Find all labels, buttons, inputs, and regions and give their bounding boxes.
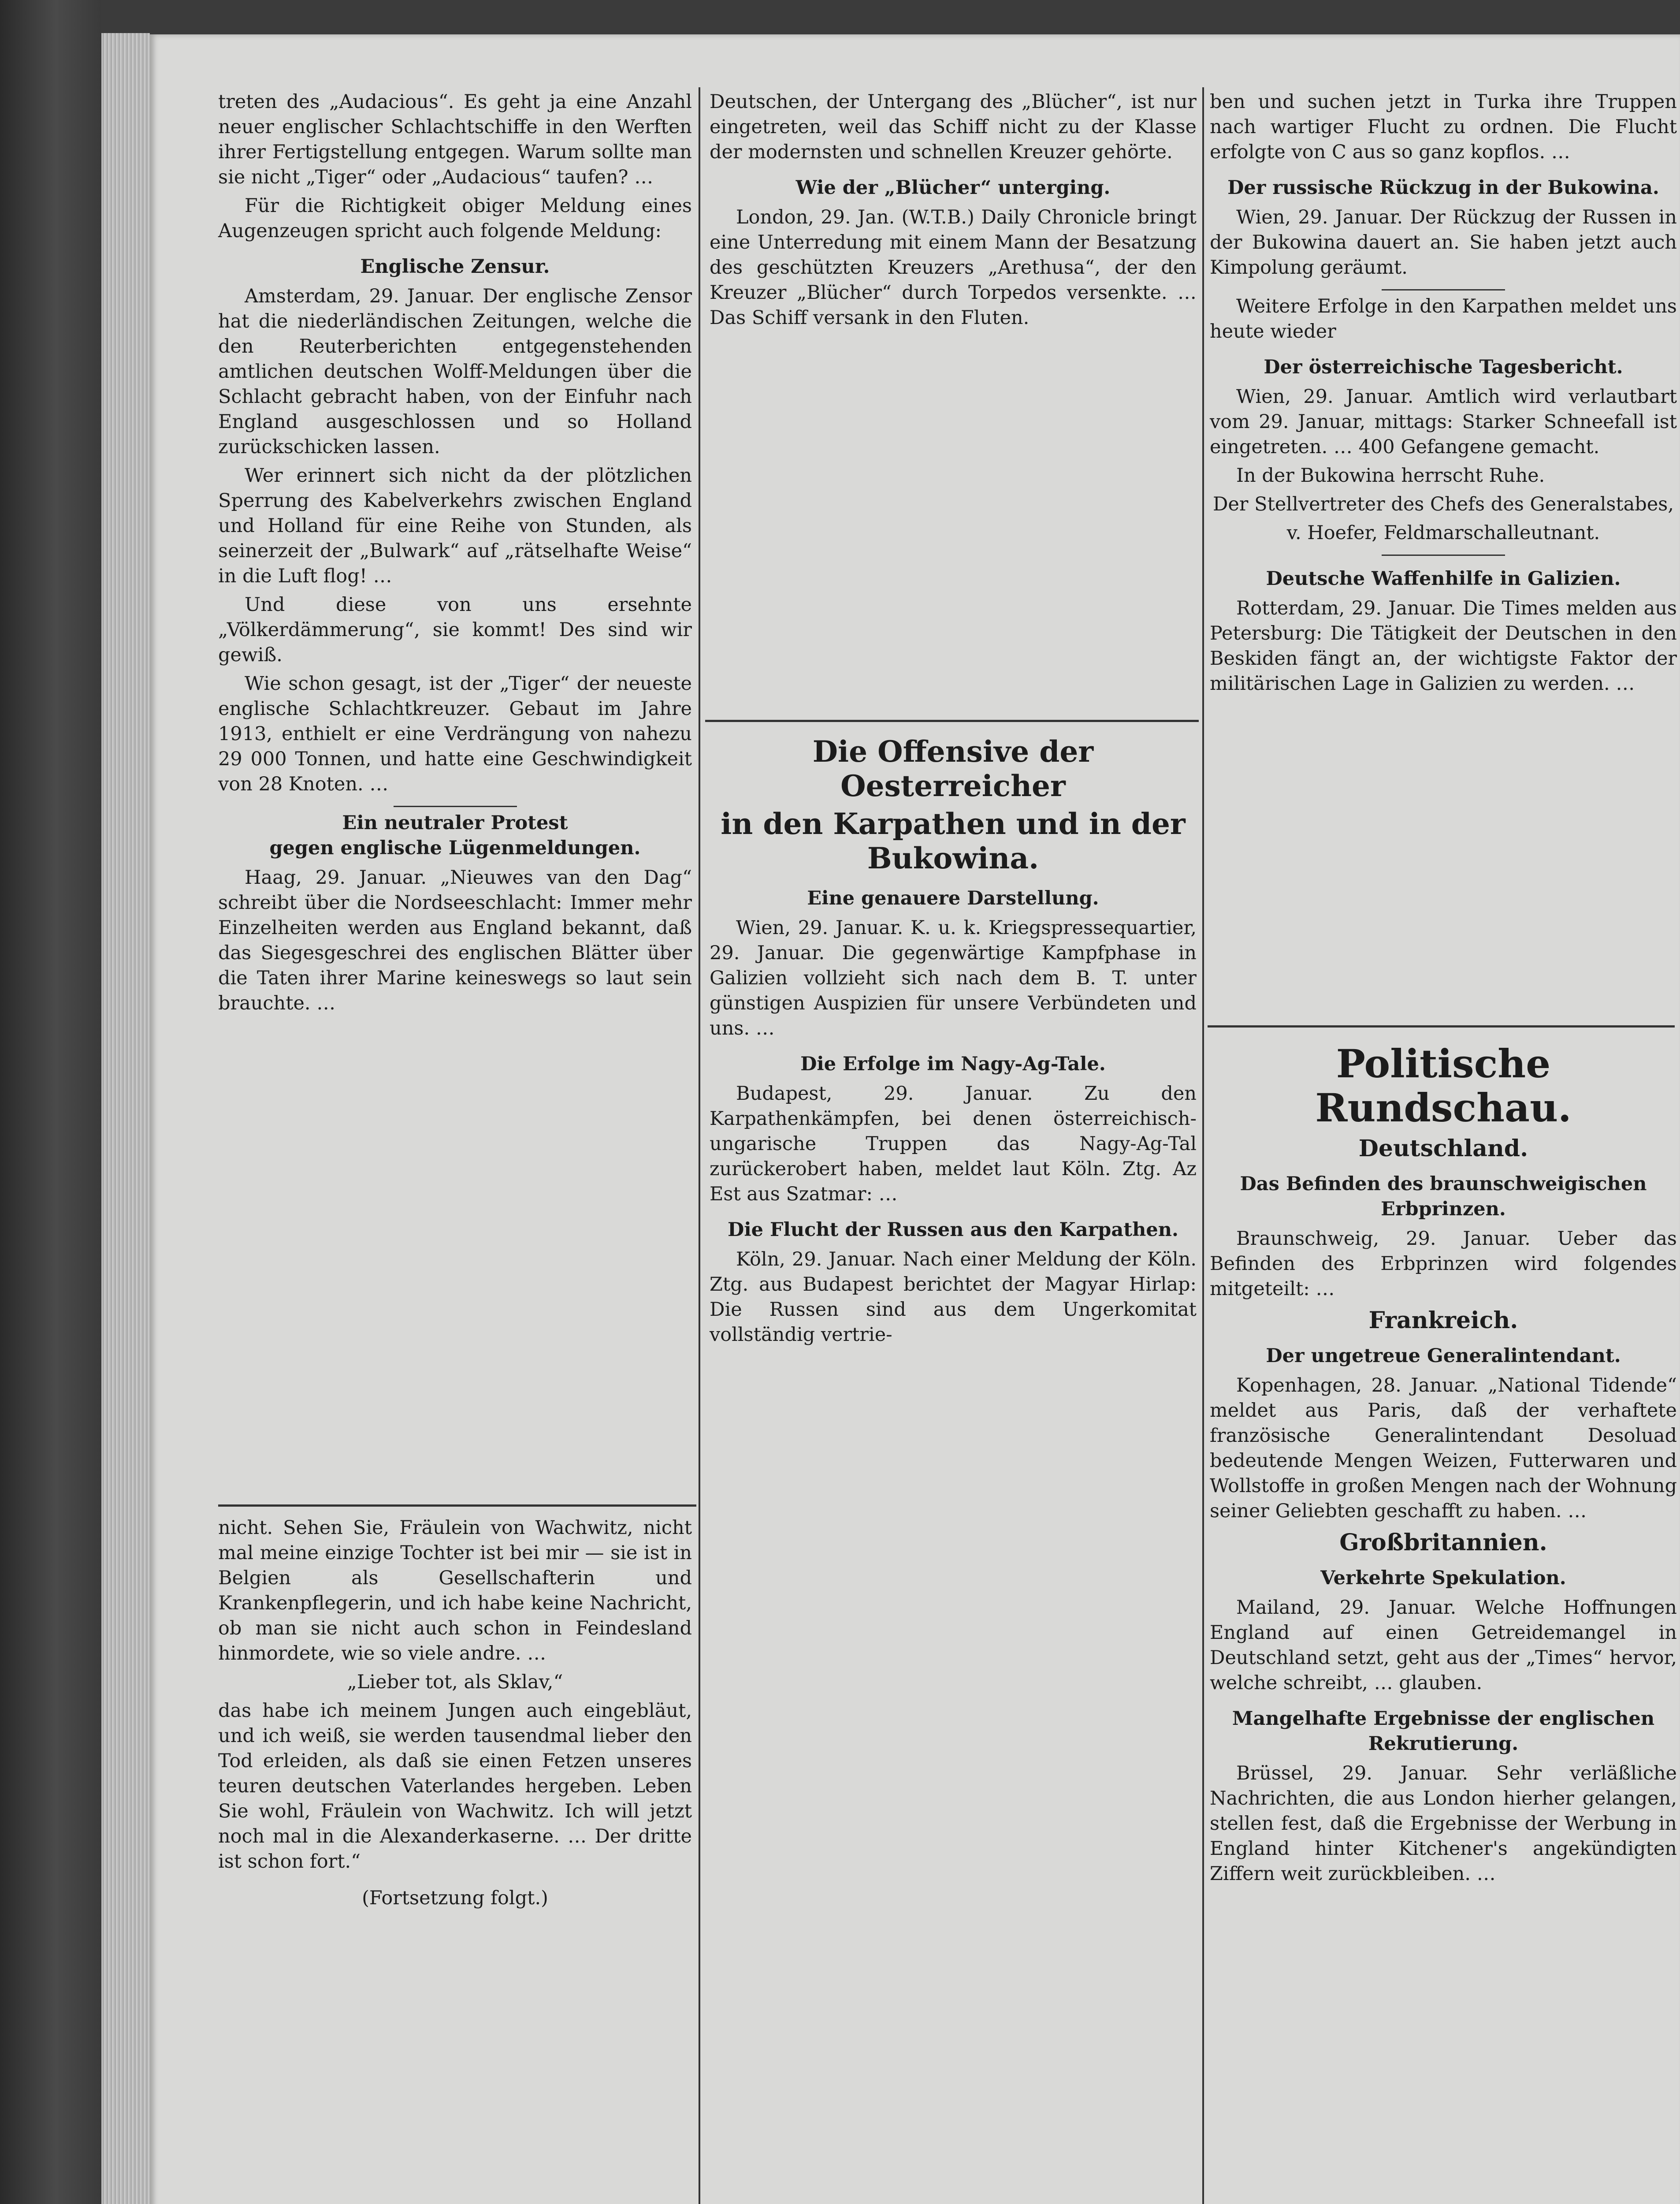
article-rule-col3	[1208, 1025, 1675, 1028]
divider	[1382, 555, 1505, 556]
paragraph: Deutschen, der Untergang des „Blücher“, ist nur eingetreten, weil das Schiff nicht zu der Klasse der modernsten und schnellen Kreuzer gehörte.	[710, 91, 1197, 163]
paragraph: Budapest, 29. Januar. Zu den Karpathenkämpfen, bei denen österreichisch-ungarische Truppen das Nagy-Ag-Tal zurückerobert haben, meldet laut Köln. Ztg. Az Est aus Szatmar: …	[710, 1083, 1197, 1205]
section-heading: Der österreichische Tagesbericht.	[1264, 356, 1623, 378]
paragraph: Mailand, 29. Januar. Welche Hoffnungen England auf einen Getreidemangel in Deutschland setzt, geht aus der „Times“ hervor, welche schreibt, … glauben.	[1210, 1597, 1677, 1694]
section-heading: Die Erfolge im Nagy-Ag-Tale.	[800, 1053, 1106, 1075]
paragraph: Wie schon gesagt, ist der „Tiger“ der neueste englische Schlachtkreuzer. Gebaut im Jahre 1913, enthielt er eine Verdrängung von nahezu 29 000 Tonnen, und hatte eine Geschwindigkeit von 28 Knoten. …	[218, 673, 692, 795]
paragraph: Brüssel, 29. Januar. Sehr verläßliche Nachrichten, die aus London hierher gelangen, stellen fest, daß die Ergebnisse der Werbung in England hinter Kitchener's angekündigten Ziffern weit zurückbleiben. …	[1210, 1762, 1677, 1885]
paragraph: Rotterdam, 29. Januar. Die Times melden aus Petersburg: Die Tätigkeit der Deutschen in den Beskiden fängt an, der wichtigste Faktor der militärischen Lage in Galizien zu werden. …	[1210, 597, 1677, 695]
paragraph: Köln, 29. Januar. Nach einer Meldung der Köln. Ztg. aus Budapest berichtet der Magyar Hirlap: Die Russen sind aus dem Ungerkomitat vollständig vertrie-	[710, 1248, 1197, 1346]
feuilleton	[218, 1515, 692, 1914]
rubric-title: Politische Rundschau.	[1315, 1041, 1572, 1131]
section-heading: Englische Zensur.	[360, 256, 550, 278]
divider	[1382, 289, 1505, 290]
paragraph: Wer erinnert sich nicht da der plötzlichen Sperrung des Kabelverkehrs zwischen England und Holland für eine Reihe von Stunden, als seinerzeit der „Bulwark“ auf „rätselhafte Weise“ in die Luft flog! …	[218, 465, 692, 587]
section-heading: Der ungetreue Generalintendant.	[1266, 1345, 1621, 1367]
paragraph: London, 29. Jan. (W.T.B.) Daily Chronicle bringt eine Unterredung mit einem Mann der Besatzung des geschützten Kreuzers „Arethusa“, der den Kreuzer „Blücher“ durch Torpedos versenkte. … Das Schiff versank in den Fluten.	[710, 206, 1197, 329]
section-heading: Wie der „Blücher“ unterging.	[795, 177, 1111, 199]
newspaper-page	[150, 34, 1680, 2204]
column-3-lower	[1210, 1037, 1677, 1890]
column-2	[710, 89, 1197, 334]
paragraph: Braunschweig, 29. Januar. Ueber das Befinden des Erbprinzen wird folgendes mitgeteilt: …	[1210, 1228, 1677, 1300]
headline: Die Offensive der Oesterreicher	[812, 734, 1094, 803]
paragraph: nicht. Sehen Sie, Fräulein von Wachwitz, nicht mal meine einzige Tochter ist bei mir — sie ist in Belgien als Gesellschafterin und Krankenpflegerin, und ich habe keine Nachricht, ob man sie nicht auch schon in Feindesland hinmordete, wie so viele andre. …	[218, 1517, 692, 1664]
feuilleton-rule	[218, 1504, 696, 1507]
section-heading: Mangelhafte Ergebnisse der englischen Rekrutierung.	[1232, 1708, 1655, 1755]
article-rule-col2	[705, 720, 1199, 722]
section-subheading: Eine genauere Darstellung.	[807, 887, 1099, 909]
column-1	[218, 89, 692, 1020]
section-heading: Der russische Rückzug in der Bukowina.	[1227, 177, 1659, 199]
column-3	[1210, 89, 1677, 700]
paragraph: Haag, 29. Januar. „Nieuwes van den Dag“ schreibt über die Nordseeschlacht: Immer mehr Einzelheiten werden aus England bekannt, daß das Siegesgeschrei des englischen Blätter über die Taten ihrer Marine keineswegs so laut sein brauchte. …	[218, 867, 692, 1014]
column-rule-1	[699, 87, 700, 2204]
column-2-lower	[710, 731, 1197, 1351]
country-heading: Großbritannien.	[1339, 1529, 1547, 1556]
country-heading: Deutschland.	[1358, 1135, 1528, 1162]
paragraph: Kopenhagen, 28. Januar. „National Tidende“ meldet aus Paris, daß der verhaftete französische Generalintendant Desoluad bedeutende Mengen Weizen, Futterwaren und Wollstoffe in großen Mengen nach der Wohnung seiner Geliebten geschafft zu haben. …	[1210, 1374, 1677, 1522]
section-subheading: gegen englische Lügenmeldungen.	[269, 837, 641, 859]
signature: Der Stellvertreter des Chefs des Generalstabes,	[1212, 493, 1674, 515]
paragraph: das habe ich meinem Jungen auch eingebläut, und ich weiß, sie werden tausendmal lieber den Tod erleiden, als daß sie einen Fetzen unseres teuren deutschen Vaterlandes hergeben. Leben Sie wohl, Fräulein von Wachwitz. Ich will jetzt noch mal in die Alexanderkaserne. … Der dritte ist schon fort.“	[218, 1700, 692, 1873]
book-spine	[0, 0, 101, 2204]
paragraph: Weitere Erfolge in den Karpathen meldet uns heute wieder	[1210, 295, 1677, 343]
divider	[394, 806, 517, 807]
paragraph: Wien, 29. Januar. Der Rückzug der Russen in der Bukowina dauert an. Sie haben jetzt auch Kimpolung geräumt.	[1210, 206, 1677, 279]
paragraph: Wien, 29. Januar. Amtlich wird verlautbart vom 29. Januar, mittags: Starker Schneefall ist eingetreten. … 400 Gefangene gemacht.	[1210, 386, 1677, 458]
paragraph: ben und suchen jetzt in Turka ihre Truppen nach wartiger Flucht zu ordnen. Die Flucht erfolgte von C aus so ganz kopflos. …	[1210, 91, 1677, 163]
paragraph: treten des „Audacious“. Es geht ja eine Anzahl neuer englischer Schlachtschiffe in den Werften ihrer Fertigstellung entgegen. Warum sollte man sie nicht „Tiger“ oder „Audacious“ taufen? …	[218, 91, 692, 188]
page-edges	[101, 33, 150, 2204]
quote: „Lieber tot, als Sklav,“	[347, 1671, 563, 1693]
column-rule-2	[1202, 87, 1204, 2204]
paragraph: Für die Richtigkeit obiger Meldung eines Augenzeugen spricht auch folgende Meldung:	[218, 195, 692, 242]
continuation-note: (Fortsetzung folgt.)	[362, 1887, 548, 1909]
headline: in den Karpathen und in der Bukowina.	[721, 807, 1186, 875]
section-heading: Das Befinden des braunschweigischen Erbprinzen.	[1240, 1173, 1647, 1220]
paragraph: In der Bukowina herrscht Ruhe.	[1236, 465, 1545, 487]
paragraph: Wien, 29. Januar. K. u. k. Kriegspressequartier, 29. Januar. Die gegenwärtige Kampfphase in Galizien vollzieht sich nach dem B. T. unter günstigen Auspizien für unsere Verbündeten und uns. …	[710, 917, 1197, 1039]
section-heading: Deutsche Waffenhilfe in Galizien.	[1266, 568, 1621, 590]
section-heading: Ein neutraler Protest	[342, 812, 568, 834]
country-heading: Frankreich.	[1368, 1307, 1518, 1334]
paragraph: Und diese von uns ersehnte „Völkerdämmerung“, sie kommt! Des sind wir gewiß.	[218, 594, 692, 666]
section-heading: Die Flucht der Russen aus den Karpathen.	[728, 1219, 1178, 1241]
paragraph: Amsterdam, 29. Januar. Der englische Zensor hat die niederländischen Zeitungen, welche die den Reuterberichten entgegenstehenden amtlichen deutschen Wolff-Meldungen über die Schlacht gebracht haben, von der Einfuhr nach England ausgeschlossen und so Holland zurückschicken lassen.	[218, 285, 692, 458]
signature: v. Hoefer, Feldmarschalleutnant.	[1286, 522, 1600, 544]
section-heading: Verkehrte Spekulation.	[1320, 1567, 1566, 1589]
